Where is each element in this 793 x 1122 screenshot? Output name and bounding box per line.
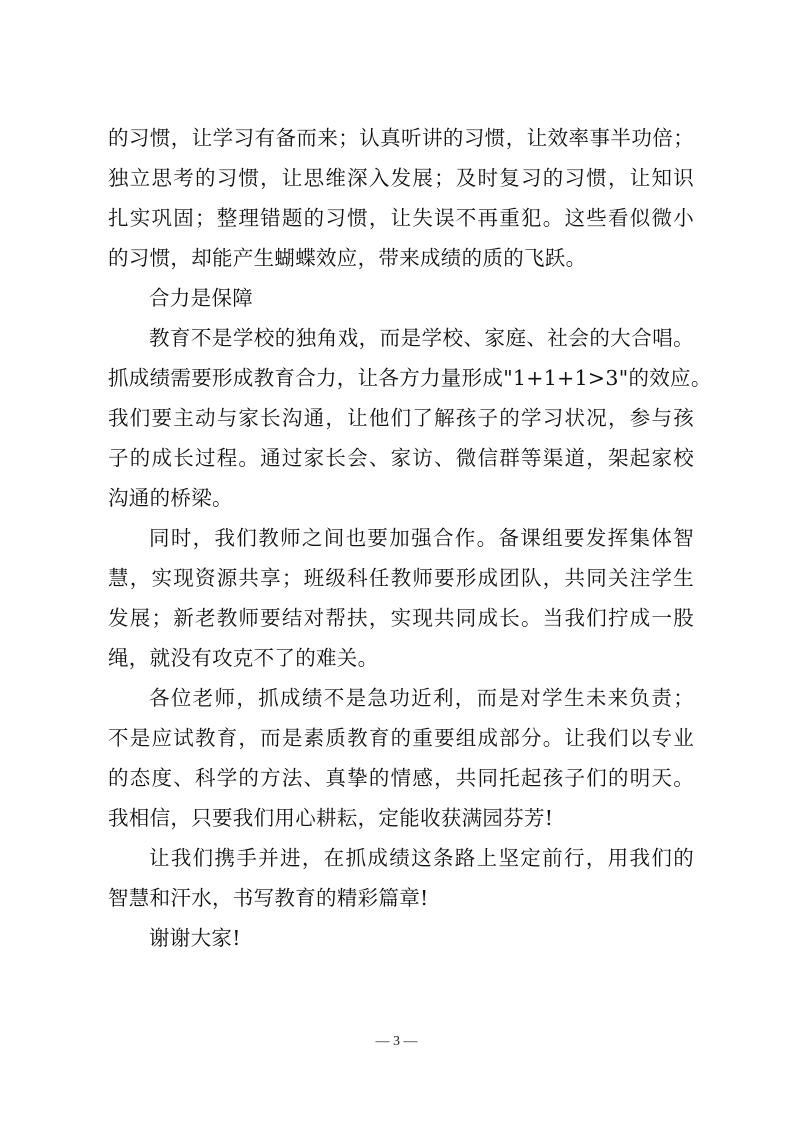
paragraph-line: 同时，我们教师之间也要加强合作。备课组要发挥集体智 <box>149 526 694 550</box>
paragraph-line: 我们要主动与家长沟通，让他们了解孩子的学习状况，参与孩 <box>108 406 694 430</box>
paragraph-line: 各位老师，抓成绩不是急功近利，而是对学生未来负责； <box>149 686 694 710</box>
paragraph-line: 不是应试教育，而是素质教育的重要组成部分。让我们以专业 <box>108 726 694 750</box>
paragraph-line: 我相信，只要我们用心耕耘，定能收获满园芬芳! <box>108 806 554 830</box>
paragraph-line: 绳，就没有攻克不了的难关。 <box>108 646 379 670</box>
section-heading: 合力是保障 <box>149 286 253 310</box>
closing-line: 谢谢大家! <box>149 926 241 950</box>
paragraph-line: 独立思考的习惯，让思维深入发展；及时复习的习惯，让知识 <box>108 166 694 190</box>
paragraph-line: 的态度、科学的方法、真挚的情感，共同托起孩子们的明天。 <box>108 766 694 790</box>
paragraph-line: 扎实巩固；整理错题的习惯，让失误不再重犯。这些看似微小 <box>108 206 694 230</box>
document-body <box>108 118 712 958</box>
paragraph-line: 沟通的桥梁。 <box>108 486 233 510</box>
paragraph-line: 发展；新老教师要结对帮扶，实现共同成长。当我们拧成一股 <box>108 606 694 630</box>
page-number: — 3 — <box>375 1034 418 1049</box>
paragraph-line: 慧，实现资源共享；班级科任教师要形成团队，共同关注学生 <box>108 566 694 590</box>
paragraph-line: 子的成长过程。通过家长会、家访、微信群等渠道，架起家校 <box>108 446 694 470</box>
paragraph-line: 抓成绩需要形成教育合力，让各方力量形成"1+1+1>3"的效应。 <box>108 366 712 390</box>
paragraph-line: 的习惯，让学习有备而来；认真听讲的习惯，让效率事半功倍； <box>108 126 694 150</box>
paragraph-line: 的习惯，却能产生蝴蝶效应，带来成绩的质的飞跃。 <box>108 246 587 270</box>
paragraph-line: 教育不是学校的独角戏，而是学校、家庭、社会的大合唱。 <box>149 326 694 350</box>
paragraph-line: 智慧和汗水，书写教育的精彩篇章! <box>108 886 429 910</box>
paragraph-line: 让我们携手并进，在抓成绩这条路上坚定前行，用我们的 <box>149 846 694 870</box>
